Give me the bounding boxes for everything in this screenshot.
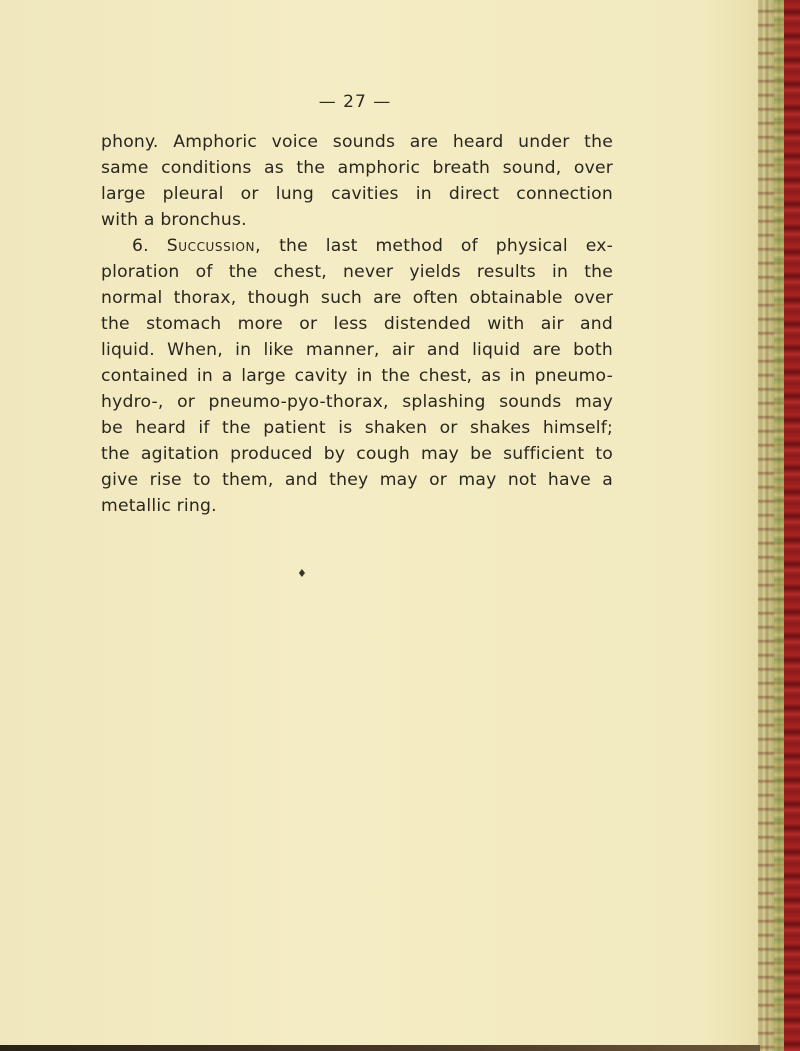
text-line: be heard if the patient is shaken or shakes himself; (101, 418, 613, 438)
book-binding-red-cover (784, 0, 800, 1051)
text-line: contained in a large cavity in the chest, as in pneumo- (101, 366, 613, 386)
section-number: 6. (132, 236, 149, 256)
text-line: liquid. When, in like manner, air and liquid are both (101, 340, 613, 360)
text-line: large pleural or lung cavities in direct connection (101, 184, 613, 204)
text-line: same conditions as the amphoric breath sound, over (101, 158, 613, 178)
text-line: hydro-, or pneumo-pyo-thorax, splashing sounds may (101, 392, 613, 412)
text-line: normal thorax, though such are often obtainable over (101, 288, 613, 308)
paragraph-first-line (101, 233, 613, 259)
text-line: the stomach more or less distended with air and (101, 314, 613, 334)
page-bottom-edge (0, 1045, 760, 1051)
section-heading: Succussion, (166, 236, 262, 256)
text-line: metallic ring. (101, 496, 217, 516)
body-text (101, 129, 613, 519)
text-line-rest: the last method of physical ex- (279, 236, 613, 256)
text-line: the agitation produced by cough may be sufficient to (101, 444, 613, 464)
ornament-icon: ♦ (297, 567, 307, 580)
book-binding-marbling (774, 0, 784, 1051)
text-line: give rise to them, and they may or may not have a (101, 470, 613, 490)
text-line: ploration of the chest, never yields results in the (101, 262, 613, 282)
text-line: phony. Amphoric voice sounds are heard under the (101, 132, 613, 152)
page-number: — 27 — (318, 92, 392, 112)
text-line: with a bronchus. (101, 210, 247, 230)
